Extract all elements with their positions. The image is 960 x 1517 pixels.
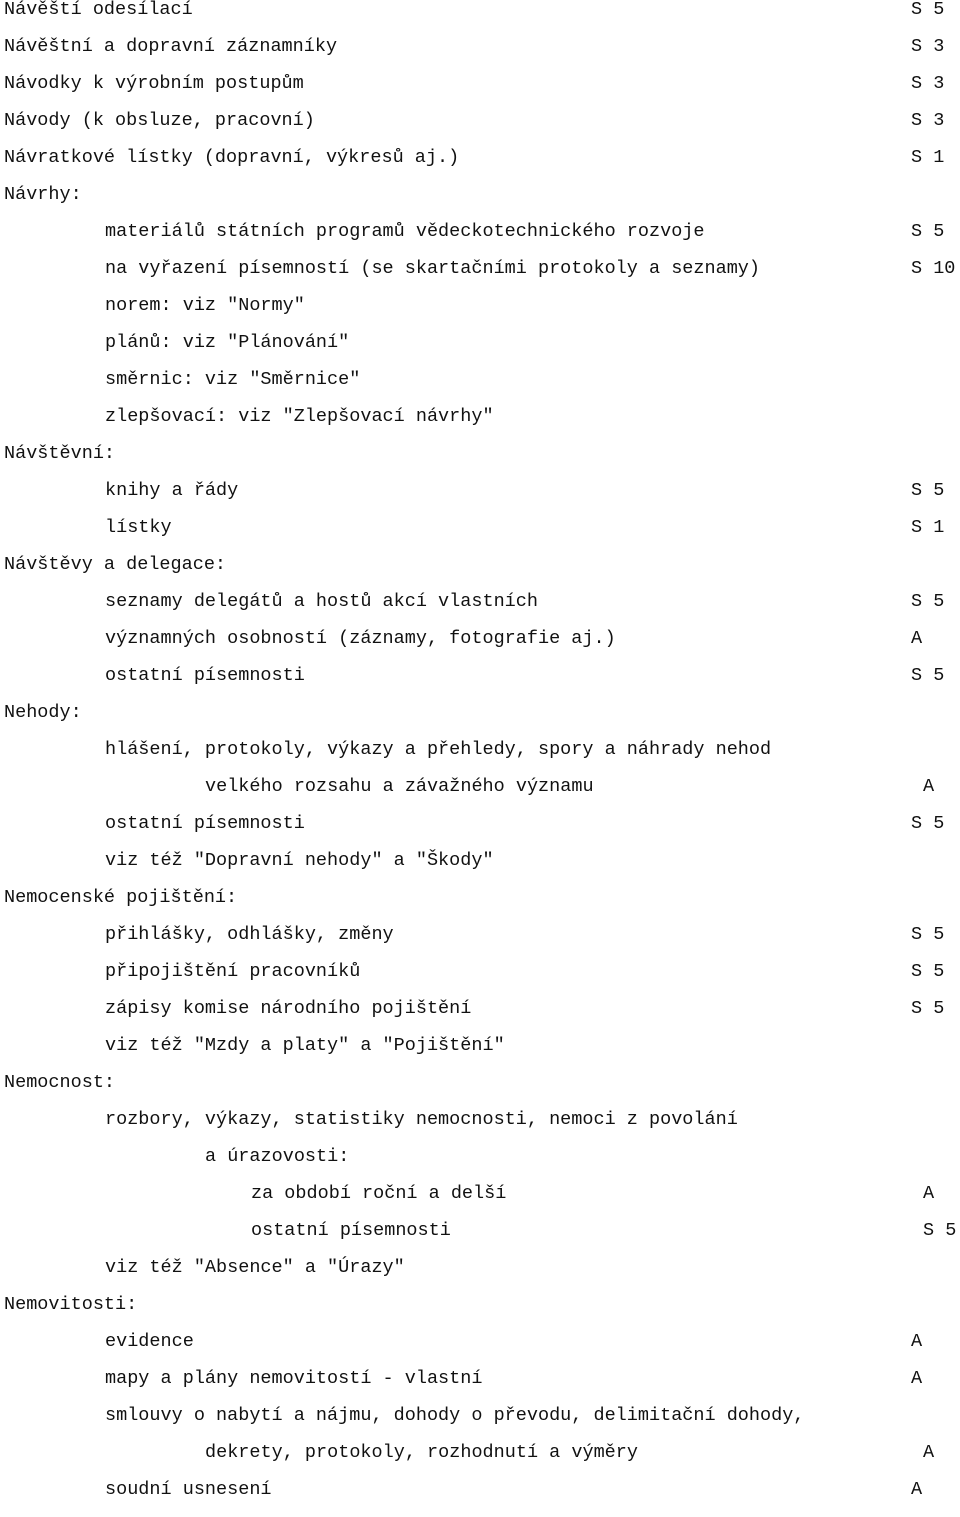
entry-text: Návěštní a dopravní záznamníky (4, 36, 338, 57)
index-entry (0, 1036, 960, 1073)
entry-text: Nemocnost: (4, 1072, 116, 1093)
index-entry (0, 1147, 960, 1184)
entry-text: Návštěvy a delegace: (4, 554, 227, 575)
entry-text: připojištění pracovníků (105, 961, 361, 982)
index-entry (0, 851, 960, 888)
retention-code: A (923, 1442, 935, 1463)
index-entry-heading (0, 888, 960, 925)
retention-code: S 5 (911, 0, 945, 20)
entry-text: lístky (105, 517, 172, 538)
retention-code: S 5 (911, 998, 945, 1019)
retention-code: S 3 (911, 36, 945, 57)
entry-text: Nemovitosti: (4, 1294, 138, 1315)
entry-text: zápisy komise národního pojištění (105, 998, 472, 1019)
index-entry-heading (0, 1073, 960, 1110)
retention-code: S 5 (911, 813, 945, 834)
retention-code: A (923, 776, 935, 797)
index-entry-heading (0, 111, 960, 148)
entry-text: Nehody: (4, 702, 82, 723)
entry-text: ostatní písemnosti (251, 1220, 451, 1241)
index-entry (0, 407, 960, 444)
index-entry (0, 1221, 960, 1258)
entry-text: smlouvy o nabytí a nájmu, dohody o převodu, delimitační dohody, (105, 1405, 805, 1426)
entry-text: materiálů státních programů vědeckotechnického rozvoje (105, 221, 705, 242)
entry-text: Nemocenské pojištění: (4, 887, 238, 908)
index-entry (0, 962, 960, 999)
entry-text: velkého rozsahu a závažného významu (205, 776, 594, 797)
index-entry (0, 1110, 960, 1147)
retention-code: S 1 (911, 517, 945, 538)
entry-text: ostatní písemnosti (105, 813, 305, 834)
index-entry (0, 740, 960, 777)
index-entry (0, 777, 960, 814)
index-entry-heading (0, 555, 960, 592)
index-entry (0, 592, 960, 629)
entry-text: knihy a řády (105, 480, 239, 501)
entry-text: zlepšovací: viz "Zlepšovací návrhy" (105, 406, 494, 427)
index-entry (0, 259, 960, 296)
entry-text: seznamy delegátů a hostů akcí vlastních (105, 591, 538, 612)
retention-code: S 5 (911, 480, 945, 501)
retention-code: S 3 (911, 110, 945, 131)
index-entry-heading (0, 0, 960, 37)
entry-text: ostatní písemnosti (105, 665, 305, 686)
entry-text: evidence (105, 1331, 194, 1352)
index-entry-heading (0, 185, 960, 222)
index-entry (0, 629, 960, 666)
entry-text: plánů: viz "Plánování" (105, 332, 350, 353)
retention-code: A (911, 1368, 923, 1389)
entry-text: soudní usnesení (105, 1479, 272, 1500)
retention-code: S 5 (911, 961, 945, 982)
entry-text: dekrety, protokoly, rozhodnutí a výměry (205, 1442, 638, 1463)
entry-text: přihlášky, odhlášky, změny (105, 924, 394, 945)
entry-text: za období roční a delší (251, 1183, 507, 1204)
index-entry (0, 370, 960, 407)
retention-code: S 3 (911, 73, 945, 94)
retention-code: A (911, 1479, 923, 1500)
entry-text: směrnic: viz "Směrnice" (105, 369, 361, 390)
entry-text: významných osobností (záznamy, fotografie aj.) (105, 628, 616, 649)
entry-text: Návěští odesílací (4, 0, 193, 20)
retention-code: S 1 (911, 147, 945, 168)
retention-code: S 5 (911, 221, 945, 242)
index-entry-heading (0, 1295, 960, 1332)
index-entry (0, 1258, 960, 1295)
index-entry (0, 1332, 960, 1369)
entry-text: viz též "Absence" a "Úrazy" (105, 1257, 405, 1278)
index-entry (0, 518, 960, 555)
index-entry (0, 222, 960, 259)
index-entry (0, 814, 960, 851)
entry-text: viz též "Mzdy a platy" a "Pojištění" (105, 1035, 505, 1056)
entry-text: a úrazovosti: (205, 1146, 350, 1167)
index-entry (0, 925, 960, 962)
index-entry (0, 1184, 960, 1221)
entry-text: Návody (k obsluze, pracovní) (4, 110, 315, 131)
index-entry (0, 666, 960, 703)
index-entry (0, 1406, 960, 1443)
retention-code: S 10 (911, 258, 956, 279)
index-entry-heading (0, 74, 960, 111)
retention-code: A (911, 628, 923, 649)
retention-code: S 5 (923, 1220, 957, 1241)
index-entry (0, 333, 960, 370)
index-entry-heading (0, 37, 960, 74)
entry-text: Návrhy: (4, 184, 82, 205)
index-entry (0, 999, 960, 1036)
retention-code: S 5 (911, 591, 945, 612)
retention-code: S 5 (911, 924, 945, 945)
index-entry-heading (0, 148, 960, 185)
retention-code: A (911, 1331, 923, 1352)
index-entry (0, 1443, 960, 1480)
entry-text: mapy a plány nemovitostí - vlastní (105, 1368, 483, 1389)
index-entry-heading (0, 444, 960, 481)
entry-text: viz též "Dopravní nehody" a "Škody" (105, 850, 494, 871)
entry-text: Návratkové lístky (dopravní, výkresů aj.) (4, 147, 460, 168)
retention-code: S 5 (911, 665, 945, 686)
entry-text: hlášení, protokoly, výkazy a přehledy, spory a náhrady nehod (105, 739, 772, 760)
index-entry (0, 481, 960, 518)
entry-text: Návodky k výrobním postupům (4, 73, 304, 94)
entry-text: rozbory, výkazy, statistiky nemocnosti, nemoci z povolání (105, 1109, 738, 1130)
index-entry (0, 1480, 960, 1517)
index-entry (0, 1369, 960, 1406)
entry-text: norem: viz "Normy" (105, 295, 305, 316)
retention-code: A (923, 1183, 935, 1204)
entry-text: na vyřazení písemností (se skartačními protokoly a seznamy) (105, 258, 761, 279)
index-entry-heading (0, 703, 960, 740)
index-entry (0, 296, 960, 333)
entry-text: Návštěvní: (4, 443, 116, 464)
